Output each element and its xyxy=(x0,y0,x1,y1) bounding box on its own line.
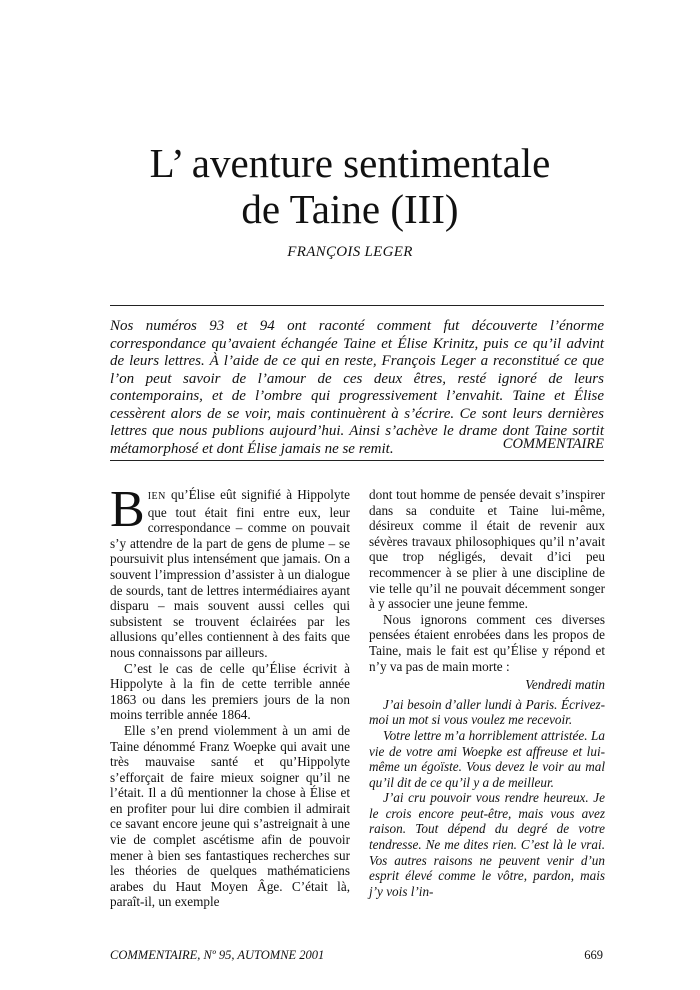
paragraph: C’est le cas de celle qu’Élise écrivit à Hippolyte à la fin de cette terrible année 1863 ou dans les premiers jours de la non moins terrible année 1864. xyxy=(110,660,350,723)
right-column xyxy=(369,487,605,899)
letter-paragraph: Votre lettre m’a horriblement attristée. La vie de votre ami Woepke est affreuse et lui-même un égoïste. Vous devez le voir au mal qu’il dit de ce qu’il y a de meilleur. xyxy=(369,727,605,790)
drop-cap: B xyxy=(110,481,145,538)
letter-dateline: Vendredi matin xyxy=(525,677,605,693)
paragraph-text: qu’Élise eût signifié à Hippolyte que tout était fini entre eux, leur correspondance – comme on pouvait s’y attendre de la part de gens de plume – se poursuivit plus intensément que jamais. On a souvent l’impression d’assister à un dialogue de sourds, tant de lettres intermédiaires ayant disparu – mais souvent aussi celles qui subsistent se trouvent éclairées par les allusions qu’elles contiennent à des faits que nous connaissons par ailleurs. xyxy=(110,487,350,660)
paragraph: Nous ignorons comment ces diverses pensées étaient enrobées dans les propos de Taine, mais le fait est qu’Élise y répond et n’y va pas de main morte : xyxy=(369,611,605,674)
abstract-text: Nos numéros 93 et 94 ont raconté comment fut découverte l’énorme correspondance qu’avaient échangée Taine et Élise Krinitz, puis ce qu’il advint de leurs lettres. À l’aide de ce qui en reste, François Leger a reconstitué ce que l’on peut savoir de l’amour de ces deux êtres, resté ignoré de leurs contemporains, et de l’ombre qui progressivement l’envahit. Taine et Élise cessèrent alors de se voir, mais continuèrent à s’écrire. Ce sont leurs dernières lettres que nous publions aujourd’hui. Ainsi s’achève le drame dont Taine sortit métamorphosé et dont Élise jamais ne se remit. xyxy=(110,318,604,457)
paragraph: Elle s’en prend violemment à un ami de Taine dénommé Franz Woepke qui avait une très mauvaise santé et qu’Hippolyte s’efforçait de faire mieux soigner qu’il ne l’était. Il a dû mentionner la chose à Élise et en profiter pour lui dire combien il admirait ce savant encore jeune qui s’astreignait à une vie de complet ascétisme afin de pouvoir mener à bien ses fantastiques recherches sur les théories de quelques mathématiciens arabes du Haut Moyen Âge. C’était là, paraît-il, un exemple xyxy=(110,722,350,910)
page-number: 669 xyxy=(584,948,603,962)
author-name: FRANÇOIS LEGER xyxy=(287,244,413,260)
top-divider xyxy=(110,305,604,306)
left-column xyxy=(110,481,350,910)
letter-paragraph: J’ai cru pouvoir vous rendre heureux. Je le crois encore peut-être, mais vous avez raison. Tout dépend du degré de votre tendresse. Ne me dites rien. C’est là le vrai. Vos autres raisons ne peuvent venir d’un esprit élevé comme le vôtre, pardon, mais j’y vois l’in- xyxy=(369,790,605,899)
journal-footer: COMMENTAIRE, Nº 95, AUTOMNE 2001 xyxy=(110,948,325,962)
paragraph: dont tout homme de pensée devait s’inspirer dans sa conduite et Taine lui-même, désireux comme il était de revenir aux sévères travaux philosophiques qu’il n’avait que trop négligés, devait d’ici peu recommencer à se plier à une discipline de vie telle qu’il ne pouvait décemment songer à y associer une jeune femme. xyxy=(369,487,605,612)
title-line-1: L’ aventure sentimentale xyxy=(149,140,551,186)
first-word-smallcaps: IEN xyxy=(147,491,166,502)
article-title xyxy=(0,140,700,232)
paragraph xyxy=(110,481,350,661)
bottom-divider xyxy=(110,460,604,461)
title-line-2: de Taine (III) xyxy=(241,186,459,232)
letter-paragraph: J’ai besoin d’aller lundi à Paris. Écrivez-moi un mot si vous voulez me recevoir. xyxy=(369,696,605,728)
abstract-signature: COMMENTAIRE xyxy=(502,436,604,452)
